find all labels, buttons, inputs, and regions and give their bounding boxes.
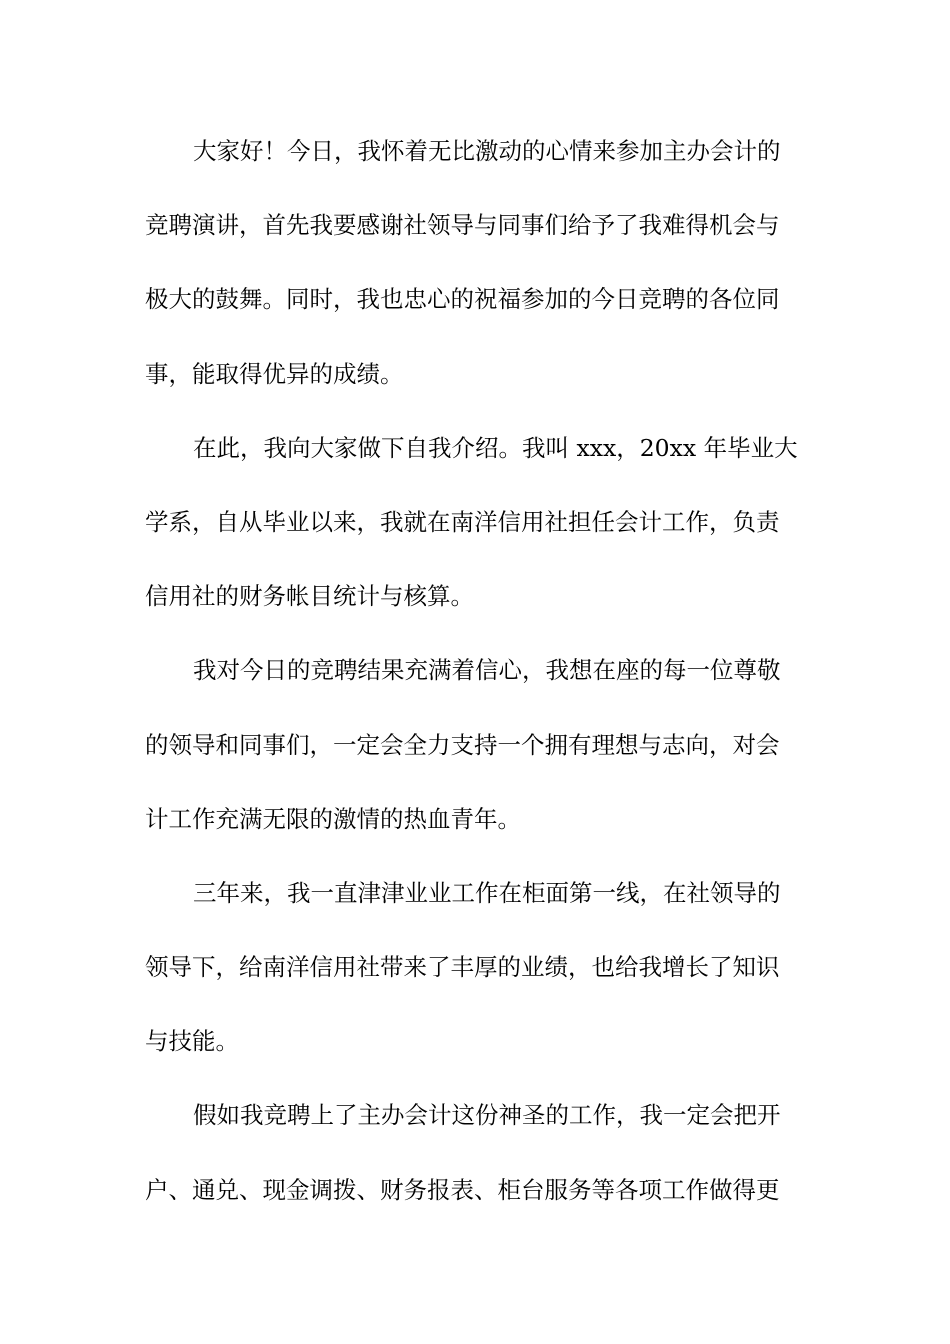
text-line: 我对今日的竞聘结果充满着信心，我想在座的每一位尊敬 — [193, 656, 781, 685]
text-line: 的领导和同事们，一定会全力支持一个拥有理想与志向，对会 — [145, 730, 780, 759]
text-line: 领导下，给南洋信用社带来了丰厚的业绩，也给我增长了知识 — [145, 953, 780, 982]
text-line: 大家好！今日，我怀着无比激动的心情来参加主办会计的 — [193, 137, 781, 165]
text-line: 竞聘演讲，首先我要感谢社领导与同事们给予了我难得机会与 — [145, 211, 780, 240]
paragraph-experience — [145, 870, 809, 1093]
text-line: 三年来，我一直津津业业工作在柜面第一线，在社领导的 — [193, 878, 781, 907]
text-line: 与技能。 — [145, 1027, 239, 1056]
text-line: 信用社的财务帐目统计与核算。 — [145, 582, 474, 611]
paragraph-commitment — [145, 1092, 809, 1240]
document-body — [145, 128, 809, 1241]
text-line: 户、通兑、现金调拨、财务报表、柜台服务等各项工作做得更 — [145, 1175, 780, 1204]
paragraph-confidence — [145, 647, 809, 870]
text-line: 在此，我向大家做下自我介绍。我叫 xxx，20xx 年毕业大 — [193, 433, 798, 462]
paragraph-greeting — [145, 128, 809, 425]
text-line: 事，能取得优异的成绩。 — [145, 359, 404, 388]
text-line: 计工作充满无限的激情的热血青年。 — [145, 804, 521, 833]
text-line: 学系，自从毕业以来，我就在南洋信用社担任会计工作，负责 — [145, 507, 780, 536]
text-line: 极大的鼓舞。同时，我也忠心的祝福参加的今日竞聘的各位同 — [145, 285, 780, 314]
text-line: 假如我竞聘上了主办会计这份神圣的工作，我一定会把开 — [193, 1101, 781, 1130]
paragraph-introduction — [145, 425, 809, 648]
